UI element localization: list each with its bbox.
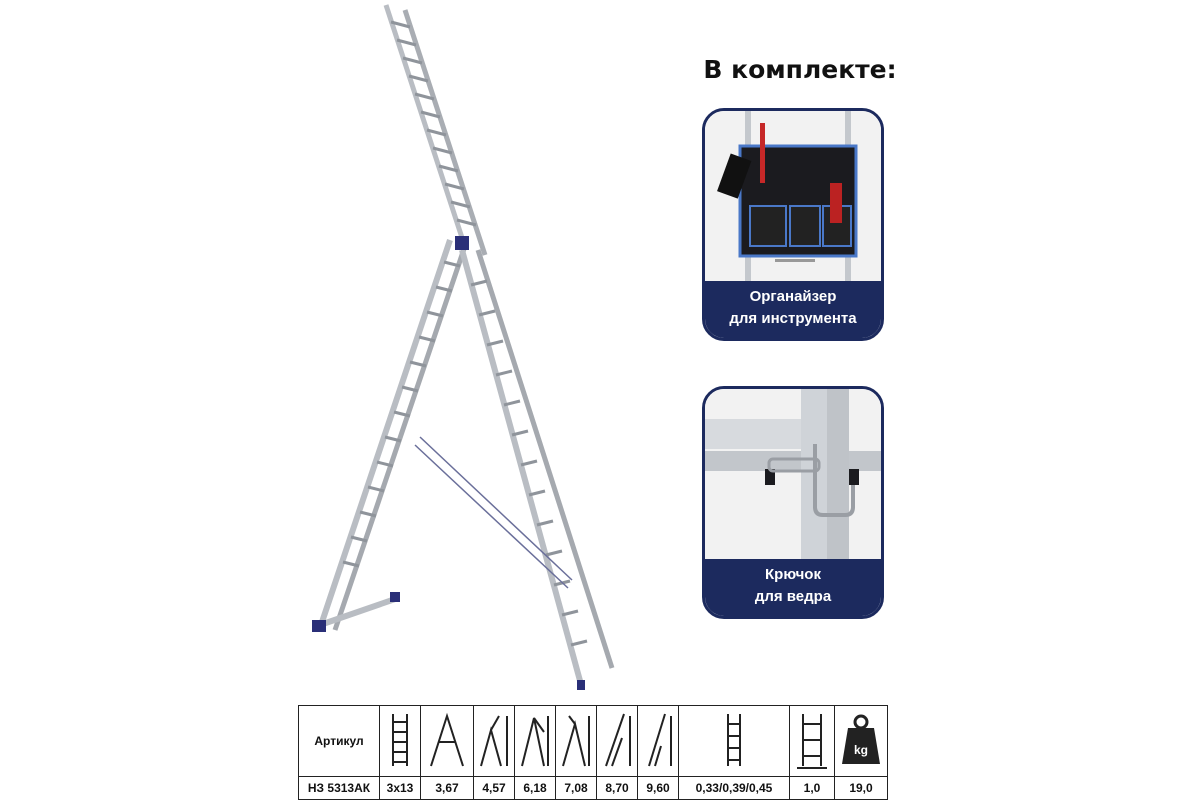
hook-caption xyxy=(705,559,881,616)
spec-value-height-2: 4,57 xyxy=(474,777,515,800)
ladder-config-icon-1 xyxy=(474,706,515,777)
spec-value-sections: 3х13 xyxy=(380,777,421,800)
organizer-caption-line2: для инструмента xyxy=(729,310,857,327)
ladder-config-icon-2 xyxy=(515,706,556,777)
ladder-illustration xyxy=(290,0,630,700)
spec-value-height-1: 3,67 xyxy=(421,777,474,800)
organizer-caption xyxy=(705,281,881,338)
spec-value-step-depth: 0,33/0,39/0,45 xyxy=(679,777,790,800)
article-header: Артикул xyxy=(299,706,380,777)
ladder-sections-icon xyxy=(380,706,421,777)
spec-value-height-5: 8,70 xyxy=(597,777,638,800)
upper-ladder-section xyxy=(386,5,485,255)
organizer-photo xyxy=(705,111,881,281)
organizer-card xyxy=(702,108,884,341)
spec-values-row xyxy=(299,777,888,800)
spec-table xyxy=(298,705,888,800)
step-width-icon xyxy=(790,706,835,777)
ladder-config-icon-4 xyxy=(597,706,638,777)
rear-ladder-section xyxy=(455,236,612,690)
weight-icon xyxy=(835,706,888,777)
spec-value-article: НЗ 5313АК xyxy=(299,777,380,800)
weight-icon-label: kg xyxy=(853,742,869,757)
hook-caption-line1: Крючок xyxy=(765,566,821,583)
front-ladder-section xyxy=(312,240,465,632)
spec-value-step-width: 1,0 xyxy=(790,777,835,800)
organizer-caption-line1: Органайзер xyxy=(749,288,837,305)
spec-value-height-4: 7,08 xyxy=(556,777,597,800)
spec-icon-row xyxy=(299,706,888,777)
hook-caption-line2: для ведра xyxy=(754,588,832,605)
a-frame-height-icon xyxy=(421,706,474,777)
ladder-config-icon-3 xyxy=(556,706,597,777)
spec-value-height-3: 6,18 xyxy=(515,777,556,800)
kit-title: В комплекте: xyxy=(703,55,897,84)
hook-photo xyxy=(705,389,881,559)
hook-card xyxy=(702,386,884,619)
spec-value-weight: 19,0 xyxy=(835,777,888,800)
spec-value-height-6: 9,60 xyxy=(638,777,679,800)
ladder-config-icon-5 xyxy=(638,706,679,777)
step-depth-icon xyxy=(679,706,790,777)
